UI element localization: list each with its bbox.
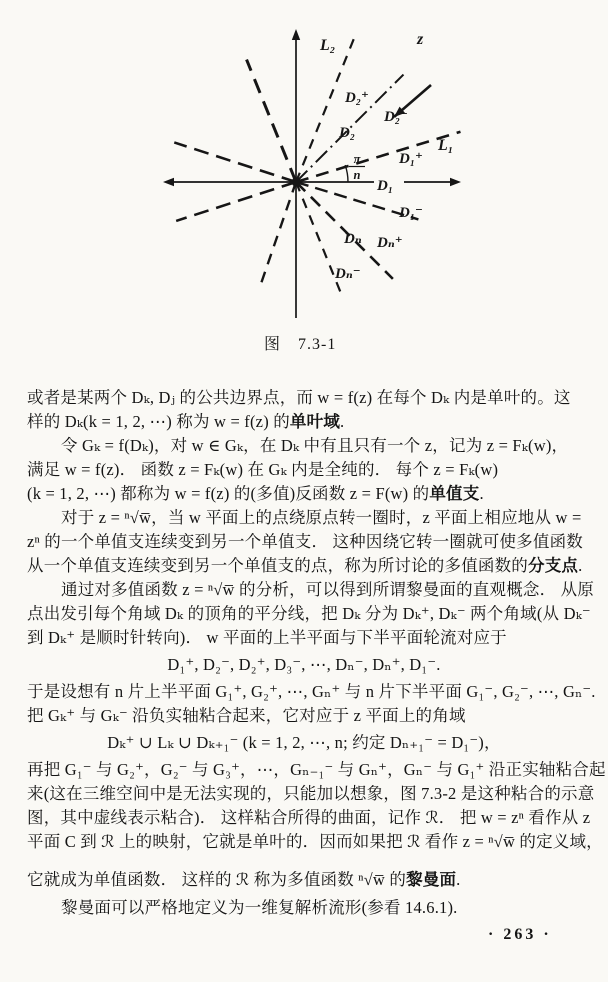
label-D2-plus: D₂⁺ xyxy=(345,90,369,106)
line-19: 黎曼面可以严格地定义为一维复解析流形(参看 14.6.1). xyxy=(61,898,458,917)
line-12: 于是设想有 n 片上半平面 G₁⁺, G₂⁺, ⋯, Gₙ⁺ 与 n 片下半平面 G₁⁻, G₂⁻, ⋯, Gₙ⁻. xyxy=(27,682,596,701)
label-D1-plus: D₁⁺ xyxy=(399,151,423,167)
line-10: 点出发引每个角域 Dₖ 的顶角的平分线，把 Dₖ 分为 Dₖ⁺, Dₖ⁻ 两个角域(从 Dₖ⁻ xyxy=(27,604,591,623)
ray-Dn-minus-boundary xyxy=(296,182,340,291)
figure-caption: 图 7.3-1 xyxy=(264,336,337,353)
ray-lower-left-steep xyxy=(260,182,296,286)
real-axis-arrow-right xyxy=(450,178,461,186)
label-Dn: Dₙ xyxy=(344,231,362,247)
angle-label-numerator: π xyxy=(353,152,361,166)
line-11: 到 Dₖ⁺ 是顺时针转向)． w 平面的上半平面与下半平面轮流对应于 xyxy=(27,628,507,647)
line-13: 把 Gₖ⁺ 与 Gₖ⁻ 沿负实轴粘合起来，它对应于 z 平面上的角域 xyxy=(27,706,466,725)
label-L2: L₂ xyxy=(320,37,336,54)
label-D2-minus: D₂⁻ xyxy=(384,109,408,125)
line-18: 它就成为单值函数． 这样的 ℛ 称为多值函数 ⁿ√w̅ 的黎曼面. xyxy=(27,870,461,889)
label-D1: D₁ xyxy=(377,178,394,194)
label-L1: L₁ xyxy=(438,137,454,154)
page-number: · 263 · xyxy=(488,926,552,943)
line-06: 对于 z = ⁿ√w̅，当 w 平面上的点绕原点转一圈时，z 平面上相应地从 w = xyxy=(61,508,582,527)
figure-7-3-1 xyxy=(0,0,608,368)
ray-upper-left-shallow xyxy=(174,142,296,182)
line-03: 令 Gₖ = f(Dₖ)，对 w ∈ Gₖ，在 Dₖ 中有且只有一个 z，记为 z = Fₖ(w)， xyxy=(61,436,569,455)
formula-1: D₁⁺, D₂⁻, D₂⁺, D₃⁻, ⋯, Dₙ⁻, Dₙ⁺, D₁⁻. xyxy=(167,655,441,674)
imaginary-axis-arrow-top xyxy=(292,29,300,40)
line-14: 再把 G₁⁻ 与 G₂⁺，G₂⁻ 与 G₃⁺，⋯，Gₙ₋₁⁻ 与 Gₙ⁺，Gₙ⁻ 与 G₁⁺ 沿正实轴粘合起 xyxy=(27,760,606,779)
angle-label-denominator: n xyxy=(353,168,361,182)
body-text xyxy=(27,386,606,920)
line-09: 通过对多值函数 z = ⁿ√w̅ 的分析，可以得到所谓黎曼面的直观概念． 从原 xyxy=(61,580,595,599)
line-08: 从一个单值支连续变到另一个单值支的点，称为所讨论的多值函数的分支点. xyxy=(27,556,583,575)
label-Dn-plus: Dₙ⁺ xyxy=(377,235,403,251)
real-axis-arrow-left xyxy=(163,178,174,186)
ray-lower-left-shallow xyxy=(176,182,296,221)
origin-point xyxy=(292,178,301,187)
line-07: zⁿ 的一个单值支连续变到另一个单值支． 这种因绕它转一圈就可使多值函数 xyxy=(27,532,583,551)
ray-L2 xyxy=(296,38,354,182)
figure-svg xyxy=(0,0,608,368)
formula-2: Dₖ⁺ ∪ Lₖ ∪ Dₖ₊₁⁻ (k = 1, 2, ⋯, n; 约定 Dₙ₊₁⁻ = D₁⁻)， xyxy=(107,733,501,752)
label-D2: D₂ xyxy=(339,125,356,141)
line-04: 满足 w = f(z)． 函数 z = Fₖ(w) 在 Gₖ 内是全纯的． 每个 z = Fₖ(w) xyxy=(27,460,499,479)
line-16: 图，其中虚线表示粘合)． 这样粘合所得的曲面，记作 ℛ． 把 w = zⁿ 看作从 z xyxy=(27,808,591,827)
line-15: 来(这在三维空间中是无法实现的，只能加以想象，图 7.3-2 是这种粘合的示意 xyxy=(27,784,595,803)
ray-upper-left-steep xyxy=(247,60,296,182)
line-01: 或者是某两个 Dₖ, Dⱼ 的公共边界点，而 w = f(z) 在每个 Dₖ 内是单叶的。这 xyxy=(27,388,571,407)
label-D1-minus: D₁⁻ xyxy=(399,205,423,221)
angle-arc xyxy=(345,165,348,182)
label-Dn-minus: Dₙ⁻ xyxy=(335,266,361,282)
line-02: 样的 Dₖ(k = 1, 2, ⋯) 称为 w = f(z) 的单叶域. xyxy=(27,412,345,431)
label-z-plane: z xyxy=(417,31,424,48)
line-17: 平面 C 到 ℛ 上的映射，它就是单叶的．因而如果把 ℛ 看作 z = ⁿ√w̅ 的定义域， xyxy=(27,832,603,851)
line-05: (k = 1, 2, ⋯) 都称为 w = f(z) 的(多值)反函数 z = F(w) 的单值支. xyxy=(27,484,484,503)
